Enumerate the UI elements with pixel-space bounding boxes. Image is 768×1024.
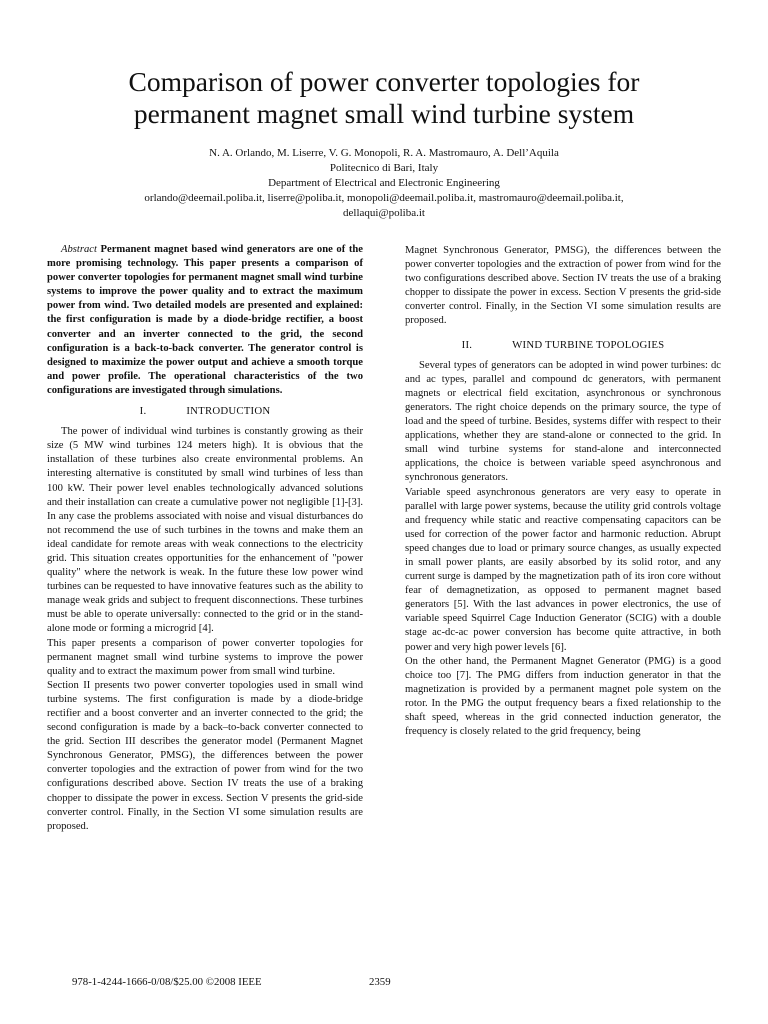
- paper-title: [60, 66, 708, 130]
- intro-paragraph-3-continued: Magnet Synchronous Generator, PMSG), the differences between the power converter topologies and the extraction of power from wind for the two configurations described above. Section IV treats the use of a braking chopper to dissipate the power in excess. Section V presents the grid-side converter control. Finally, in the Section VI some simulation results are proposed.: [405, 245, 721, 327]
- copyright-footer: 978-1-4244-1666-0/08/$25.00 ©2008 IEEE: [72, 976, 262, 988]
- wt-paragraph-3: On the other hand, the Permanent Magnet Generator (PMG) is a good choice too [7]. The PMG differs from induction generator in that the magnetization is provided by a permanent magnet pole system on the rotor. In the PMG the output frequency bears a fixed relationship to the shaft speed, whereas in the grid connected induction generator, the frequency is closely related to the grid frequency, being: [405, 655, 721, 738]
- section-title: INTRODUCTION: [186, 405, 271, 418]
- author-block: [60, 146, 708, 221]
- intro-paragraph-1: The power of individual wind turbines is constantly growing as their size (5 MW wind turbines 124 meters high). It is obvious that the installation of these turbines also create environmental problems. An interesting alternative is constituted by small wind turbines of less than 100 kW. Their power level enables technologically advanced solutions and their installation can create a cumulative power not negligible [1]-[3]. In any case the problems associated with noise and visual disturbances do not recommend the use of such turbines in the towns and make them an ideal candidate for remote areas with weak connections to the electricity grid. This situation creates opportunities for the enhancement of "power quality" where the network is weak. In the future these low power wind turbines can be requested to have innovative features such as the ability to manage weak grids and subject to frequent disconnections. These turbines must be able to operate universally: connected to the grid or in the stand-alone mode or forming a microgrid [4].: [47, 426, 363, 635]
- title-line-2: permanent magnet small wind turbine system: [133, 98, 635, 129]
- title-line-1: Comparison of power converter topologies for: [128, 66, 640, 97]
- section-number: I.: [139, 405, 147, 418]
- section-number: II.: [461, 338, 473, 351]
- author-emails: orlando@deemail.poliba.it, liserre@poliba.it, monopoli@deemail.poliba.it, mastromauro@deemail.poliba.it,: [144, 192, 624, 204]
- section-title: WIND TURBINE TOPOLOGIES: [512, 338, 665, 351]
- affiliation-department: Department of Electrical and Electronic Engineering: [268, 177, 500, 189]
- section-heading-wind-turbine-topologies: [405, 338, 721, 352]
- wt-paragraph-2: Variable speed asynchronous generators are very easy to operate in parallel with large power systems, because the utility grid controls voltage and frequency while static and reactive compensating capacitors can be used for correction of the power factor and harmonic reduction. Abrupt speed changes due to load or primary source changes, as usually expected in small power plants, are easily absorbed by its solid rotor, and any current surge is damped by the magnetization path of its iron core without fear of demagnetization, as opposed to permanent magnet based generators [5]. With the last advances in power electronics, the use of variable speed Squirrel Cage Induction Generator (SCIG) with a double stage ac-dc-ac power conversion has become quite attractive, in both power and very high power levels [6].: [405, 486, 721, 653]
- affiliation-university: Politecnico di Bari, Italy: [329, 162, 439, 174]
- wt-paragraph-1: Several types of generators can be adopted in wind power turbines: dc and ac types, parallel and compound dc generators, with permanent magnets or electrical field excitation, asynchronous or synchronous generators. The right choice depends on the primary source, the type of load and the speed of turbine. Besides, systems differ with respect to their applications, whether they are stand-alone or connected to the grid. In small wind turbine systems for stand-alone and interconnected applications, the choice is between variable speed asynchronous and synchronous generators.: [405, 359, 721, 484]
- author-names: N. A. Orlando, M. Liserre, V. G. Monopoli, R. A. Mastromauro, A. Dell’Aquila: [209, 147, 559, 159]
- abstract-label: Abstract: [61, 244, 97, 255]
- abstract-text: Permanent magnet based wind generators are one of the more promising technology. This paper presents a comparison of power converter topologies for permanent magnet small wind turbine systems to improve the power quality and to extract the maximum power from wind. Two detailed models are presented and explained: the first configuration is made by a diode-bridge rectifier, a boost converter and an inverter connected to the grid, the second configuration is a back-to-back converter. The generator control is designed to maximize the power output and achieve a smooth torque and power profile. The operational characteristics of the two configurations are investigated through simulations.: [47, 244, 364, 396]
- right-column: [405, 244, 721, 739]
- left-column: [47, 243, 364, 832]
- intro-paragraph-3: Section II presents two power converter topologies used in small wind turbine systems. The first configuration is made by a diode-bridge rectifier and a boost converter and an inverter connected to the grid; the second configuration is made by a back–to-back converter connected to the grid. Section III describes the generator model (Permanent Magnet Synchronous Generator, PMSG), the differences between the power converter topologies and the extraction of power from wind for the two configurations described above. Section IV treats the use of a braking chopper to dissipate the power in excess. Section V presents the grid-side converter control. Finally, in the Section VI some simulation results are proposed.: [47, 679, 363, 832]
- author-emails-continued: dellaqui@poliba.it: [343, 207, 425, 219]
- intro-paragraph-2: This paper presents a comparison of power converter topologies for permanent magnet small wind turbine systems to improve the power quality and to extract the maximum power from small wind turbine.: [47, 637, 363, 677]
- section-heading-introduction: [47, 404, 363, 418]
- page-number: 2359: [369, 976, 391, 988]
- abstract: [47, 243, 363, 398]
